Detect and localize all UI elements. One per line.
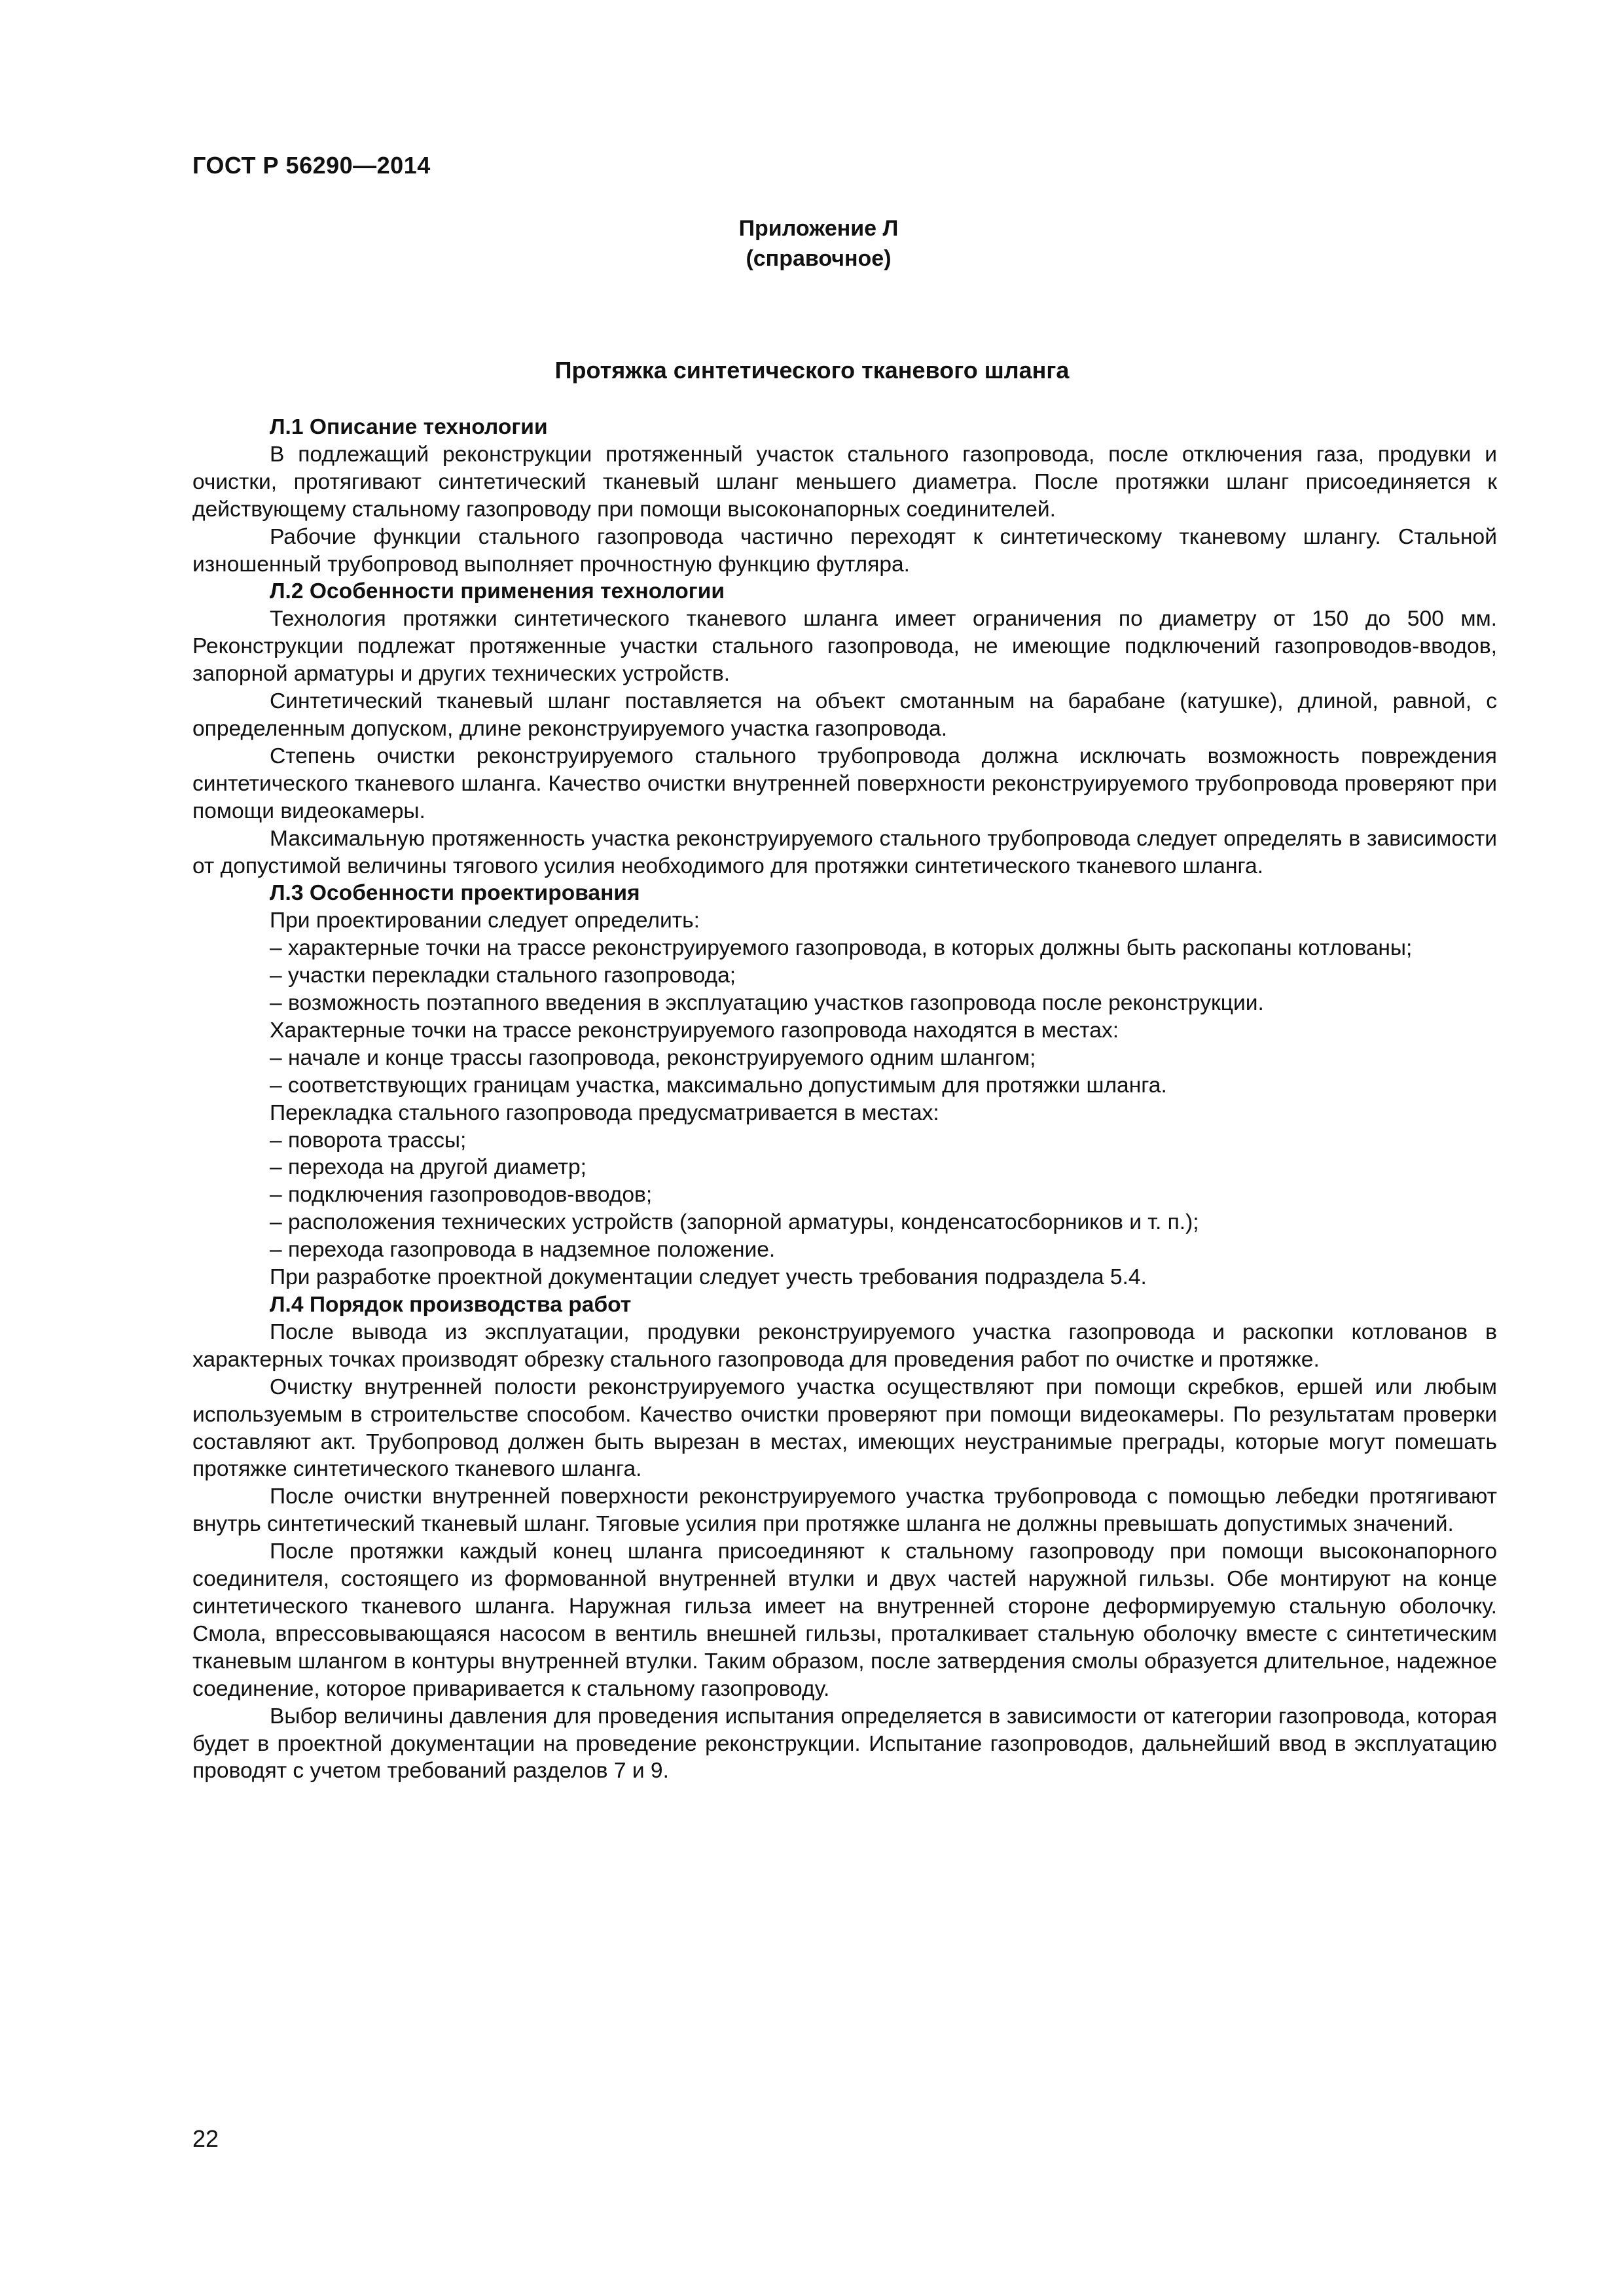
body-paragraph: Перекладка стального газопровода предусматривается в местах: bbox=[270, 1100, 939, 1125]
body-paragraph: – характерные точки на трассе реконструируемого газопровода, в которых должны быть раскопаны котлованы; bbox=[270, 936, 1413, 961]
body-paragraph: – перехода газопровода в надземное положение. bbox=[270, 1238, 776, 1263]
appendix-heading bbox=[0, 213, 1624, 274]
body-paragraph: – перехода на другой диаметр; bbox=[270, 1155, 586, 1180]
body-paragraph: После протяжки каждый конец шланга присоединяют к стальному газопроводу при помощи высоконапорного соединителя, состоящего из формованной внутренней втулки и двух частей наружной гильзы. Обе монтируют на конце синтетического тканевого шланга. Наружная гильза имеет на внутренней стороне деформируемую стальную оболочку. Смола, впрессовывающаяся насосом в вентиль внешней гильзы, проталкивает стальную оболочку вместе с синтетическим тканевым шлангом в контуры внутренней втулки. Таким образом, после затвердения смолы образуется длительное, надежное соединение, которое приваривается к стальному газопроводу. bbox=[192, 1539, 1497, 1701]
body-paragraph: После вывода из эксплуатации, продувки реконструируемого участка газопровода и раскопки котлованов в характерных точках производят обрезку стального газопровода для проведения работ по очистке и протяжке. bbox=[192, 1319, 1497, 1372]
body-paragraph: – участки перекладки стального газопровода; bbox=[270, 963, 736, 988]
body-paragraph: – соответствующих границам участка, максимально допустимым для протяжки шланга. bbox=[270, 1073, 1167, 1098]
document-body bbox=[192, 414, 1497, 1785]
body-paragraph: – возможность поэтапного введения в эксплуатацию участков газопровода после реконструкции. bbox=[270, 991, 1264, 1016]
body-paragraph: Максимальную протяженность участка реконструируемого стального трубопровода следует определять в зависимости от допустимой величины тягового усилия необходимого для протяжки синтетического тканевого шланга. bbox=[192, 826, 1497, 878]
body-paragraph: Очистку внутренней полости реконструируемого участка осуществляют при помощи скребков, ершей или любым используемым в строительстве способом. Качество очистки проверяют при помощи видеокамеры. По результатам проверки составляют акт. Трубопровод должен быть вырезан в местах, имеющих неустранимые преграды, которые могут помешать протяжке синтетического тканевого шланга. bbox=[192, 1374, 1497, 1482]
appendix-type: (справочное) bbox=[746, 246, 892, 271]
subsection-heading: Л.4 Порядок производства работ bbox=[270, 1293, 632, 1317]
body-paragraph: В подлежащий реконструкции протяженный участок стального газопровода, после отключения газа, продувки и очистки, протягивают синтетический тканевый шланг меньшего диаметра. После протяжки шланг присоединяется к действующему стальному газопроводу при помощи высоконапорных соединителей. bbox=[192, 442, 1497, 522]
body-paragraph: Технология протяжки синтетического тканевого шланга имеет ограничения по диаметру от 150 до 500 мм. Реконструкции подлежат протяженные участки стального газопровода, не имеющие подключений газопроводов-вводов, запорной арматуры и других технических устройств. bbox=[192, 607, 1497, 687]
appendix-label: Приложение Л bbox=[738, 216, 899, 241]
body-paragraph: – расположения технических устройств (запорной арматуры, конденсатосборников и т. п.); bbox=[270, 1210, 1199, 1235]
body-paragraph: Выбор величины давления для проведения испытания определяется в зависимости от категории газопровода, которая будет в проектной документации на проведение реконструкции. Испытание газопроводов, дальнейший ввод в эксплуатацию проводят с учетом требований разделов 7 и 9. bbox=[192, 1704, 1497, 1784]
body-paragraph: Рабочие функции стального газопровода частично переходят к синтетическому тканевому шлангу. Стальной изношенный трубопровод выполняет прочностную функцию футляра. bbox=[192, 524, 1497, 577]
subsection-heading: Л.1 Описание технологии bbox=[270, 415, 548, 439]
subsection-heading: Л.3 Особенности проектирования bbox=[270, 881, 640, 906]
body-paragraph: – поворота трассы; bbox=[270, 1128, 467, 1153]
standard-number: ГОСТ Р 56290—2014 bbox=[192, 152, 431, 179]
body-paragraph: При проектировании следует определить: bbox=[270, 908, 700, 933]
body-paragraph: При разработке проектной документации следует учесть требования подраздела 5.4. bbox=[270, 1265, 1147, 1290]
body-paragraph: – подключения газопроводов-вводов; bbox=[270, 1183, 653, 1208]
body-paragraph: Синтетический тканевый шланг поставляется на объект смотанным на барабане (катушке), длиной, равной, с определенным допуском, длине реконструируемого участка газопровода. bbox=[192, 689, 1497, 741]
section-title: Протяжка синтетического тканевого шланга bbox=[554, 357, 1070, 384]
body-paragraph: Степень очистки реконструируемого стального трубопровода должна исключать возможность повреждения синтетического тканевого шланга. Качество очистки внутренней поверхности реконструируемого трубопровода проверяют при помощи видеокамеры. bbox=[192, 744, 1497, 823]
body-paragraph: – начале и конце трассы газопровода, реконструируемого одним шлангом; bbox=[270, 1045, 1036, 1070]
subsection-heading: Л.2 Особенности применения технологии bbox=[270, 579, 725, 604]
page-number: 22 bbox=[192, 2125, 219, 2152]
body-paragraph: Характерные точки на трассе реконструируемого газопровода находятся в местах: bbox=[270, 1018, 1119, 1043]
body-paragraph: После очистки внутренней поверхности реконструируемого участка трубопровода с помощью лебедки протягивают внутрь синтетический тканевый шланг. Тяговые усилия при протяжке шланга не должны превышать допустимых значений. bbox=[192, 1484, 1497, 1537]
